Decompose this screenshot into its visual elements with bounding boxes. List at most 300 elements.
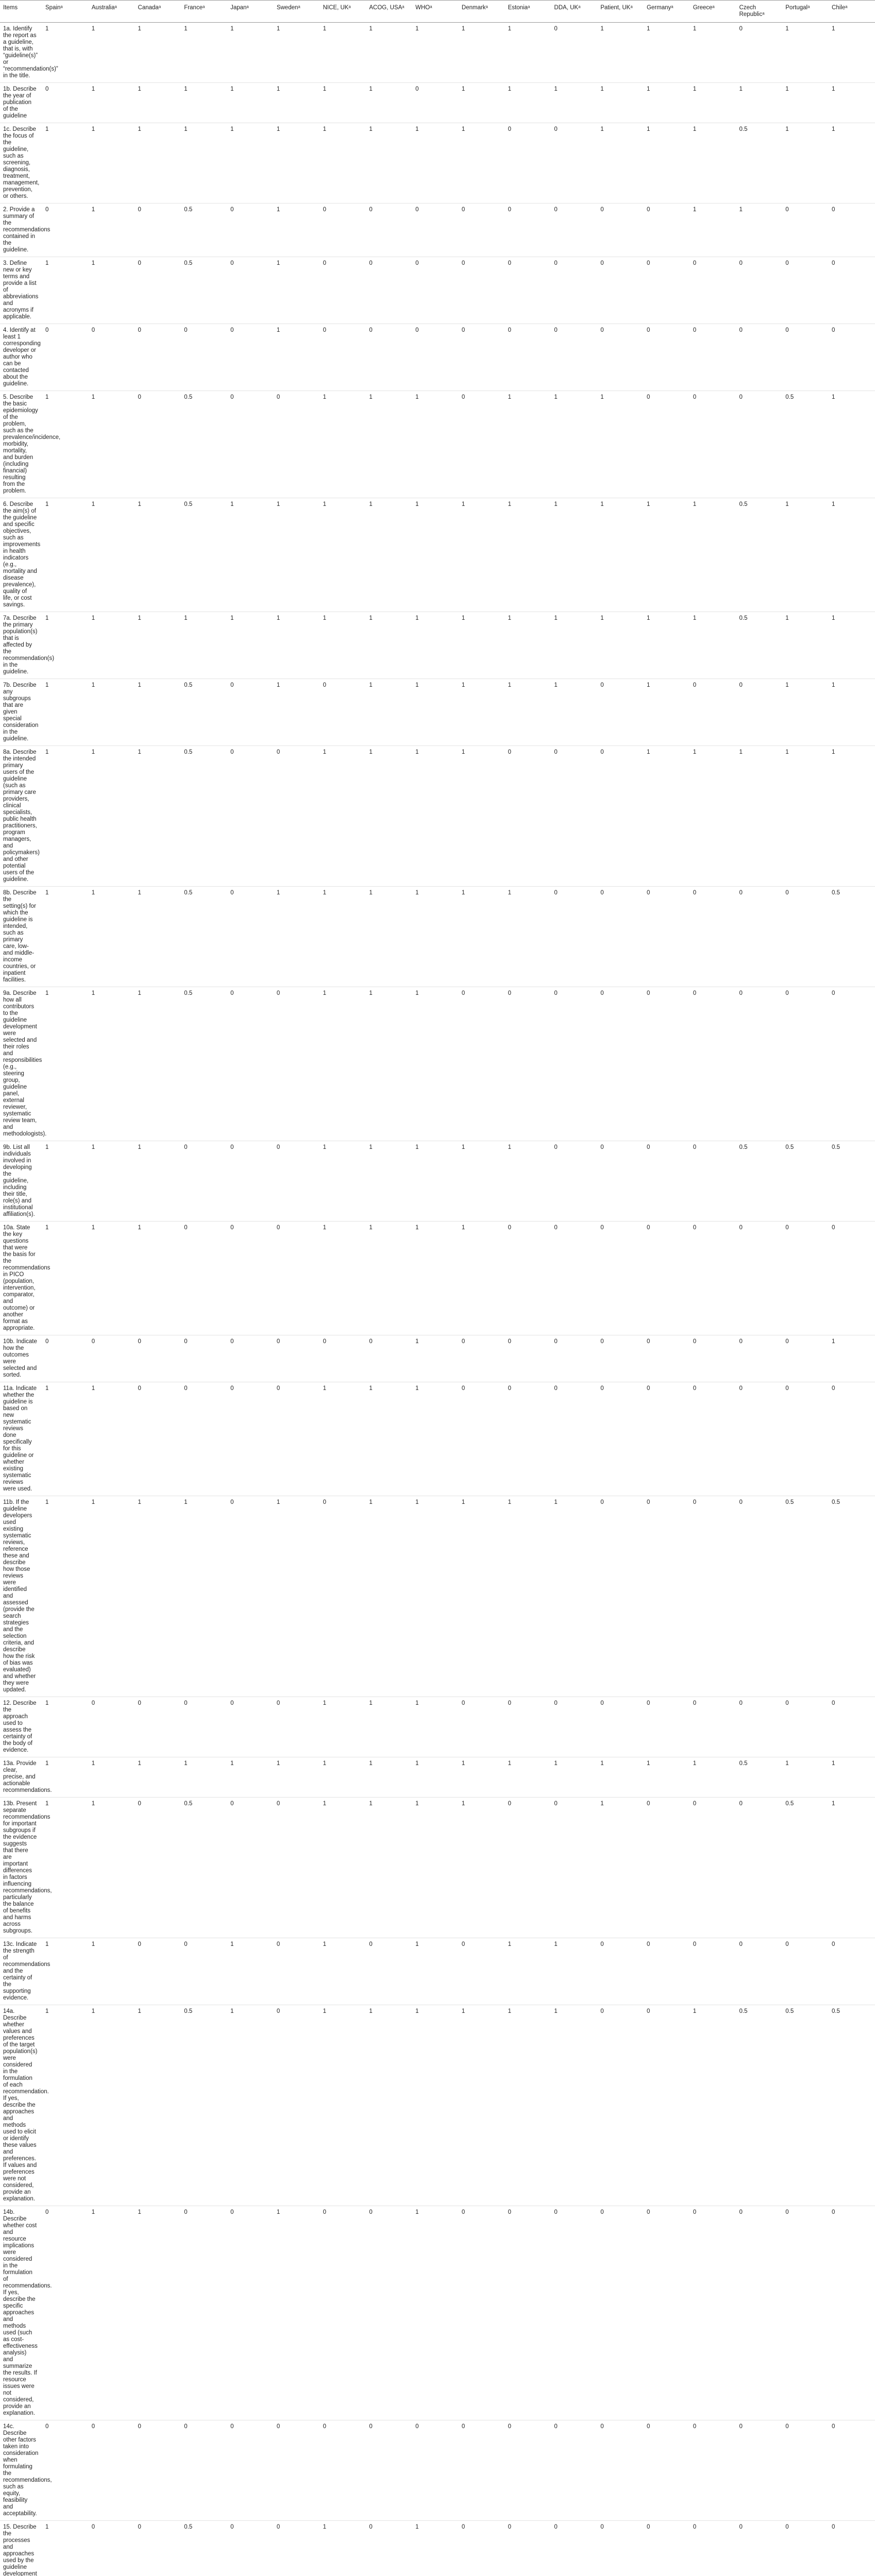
score-cell: 0 xyxy=(230,1801,234,1807)
score-cell: 0 xyxy=(693,260,697,266)
score-cell: 1 xyxy=(138,126,141,132)
score-cell: 0 xyxy=(508,1801,512,1807)
score-cell: 1 xyxy=(508,1760,512,1767)
score-cell: 1 xyxy=(323,1760,326,1767)
score-cell: 1 xyxy=(369,1225,373,1231)
score-cell: 0 xyxy=(184,2209,188,2215)
score-cell: 0 xyxy=(415,207,419,213)
score-cell: 0.5 xyxy=(785,394,794,400)
score-cell: 1 xyxy=(276,126,280,132)
score-cell: 1 xyxy=(184,1499,188,1505)
score-cell: 1 xyxy=(508,26,512,32)
score-cell: 0 xyxy=(91,2424,95,2430)
score-cell: 1 xyxy=(461,1801,465,1807)
score-cell: 0 xyxy=(138,1700,141,1706)
score-cell: 0 xyxy=(138,207,141,213)
score-cell: 1 xyxy=(138,86,141,92)
score-cell: 1 xyxy=(323,1225,326,1231)
header-row xyxy=(0,1,875,23)
score-cell: 0 xyxy=(785,990,789,996)
item-label: 13c. Indicate the strength of recommendations and the certainty of the supporting evidence. xyxy=(3,1941,51,2001)
score-cell: 1 xyxy=(832,682,835,688)
score-cell: 0.5 xyxy=(184,990,193,996)
score-cell: 1 xyxy=(138,890,141,896)
score-cell: 1 xyxy=(91,207,95,213)
score-cell: 0 xyxy=(323,2424,326,2430)
score-cell: 1 xyxy=(461,1499,465,1505)
score-cell: 1 xyxy=(45,1385,49,1392)
score-cell: 0.5 xyxy=(785,2008,794,2014)
score-cell: 0 xyxy=(785,2424,789,2430)
score-cell: 1 xyxy=(45,26,49,32)
table-row xyxy=(0,391,875,498)
score-cell: 0 xyxy=(554,1385,558,1392)
score-cell: 1 xyxy=(693,615,697,621)
score-cell: 0.5 xyxy=(785,1144,794,1150)
score-cell: 1 xyxy=(369,749,373,755)
score-cell: 0 xyxy=(230,1385,234,1392)
score-cell: 0 xyxy=(739,1499,743,1505)
score-cell: 1 xyxy=(415,1338,419,1345)
score-cell: 1 xyxy=(323,501,326,507)
score-cell: 0 xyxy=(276,1338,280,1345)
score-cell: 0 xyxy=(554,207,558,213)
score-cell: 1 xyxy=(45,1144,49,1150)
item-label: 7b. Describe any subgroups that are given special consideration in the guideline. xyxy=(3,682,39,742)
score-cell: 0 xyxy=(415,260,419,266)
score-cell: 1 xyxy=(693,501,697,507)
score-cell: 0 xyxy=(693,2524,697,2530)
score-cell: 1 xyxy=(323,2008,326,2014)
score-cell: 0 xyxy=(323,260,326,266)
table-row xyxy=(0,1222,875,1335)
score-cell: 1 xyxy=(323,394,326,400)
score-cell: 1 xyxy=(415,2524,419,2530)
score-cell: 1 xyxy=(461,126,465,132)
score-cell: 1 xyxy=(785,749,789,755)
table-row xyxy=(0,324,875,391)
column-header: Denmarkᵃ xyxy=(459,1,505,23)
score-cell: 0 xyxy=(461,1941,465,1947)
score-cell: 1 xyxy=(45,990,49,996)
score-cell: 1 xyxy=(276,1499,280,1505)
score-cell: 0 xyxy=(693,682,697,688)
score-cell: 1 xyxy=(646,26,650,32)
score-cell: 1 xyxy=(785,126,789,132)
score-cell: 0.5 xyxy=(832,2008,840,2014)
score-cell: 1 xyxy=(785,1760,789,1767)
score-cell: 0 xyxy=(230,394,234,400)
score-cell: 1 xyxy=(91,1385,95,1392)
table-row xyxy=(0,1141,875,1222)
score-cell: 1 xyxy=(693,1760,697,1767)
score-cell: 1 xyxy=(276,260,280,266)
score-cell: 1 xyxy=(508,615,512,621)
score-cell: 0 xyxy=(138,1801,141,1807)
column-header: DDA, UKᵃ xyxy=(551,1,597,23)
table-row xyxy=(0,498,875,612)
score-cell: 0 xyxy=(230,890,234,896)
score-cell: 0 xyxy=(230,2524,234,2530)
score-cell: 0 xyxy=(184,1700,188,1706)
score-cell: 1 xyxy=(138,1499,141,1505)
score-cell: 1 xyxy=(91,260,95,266)
score-cell: 0 xyxy=(138,394,141,400)
score-cell: 1 xyxy=(91,990,95,996)
score-cell: 0 xyxy=(554,1700,558,1706)
score-cell: 1 xyxy=(323,1941,326,1947)
score-cell: 1 xyxy=(45,2524,49,2530)
score-cell: 1 xyxy=(276,327,280,333)
score-cell: 0 xyxy=(369,2524,373,2530)
score-cell: 1 xyxy=(508,1941,512,1947)
score-cell: 1 xyxy=(415,1385,419,1392)
score-cell: 0 xyxy=(230,260,234,266)
score-cell: 1 xyxy=(646,1760,650,1767)
column-header: Czech Republicᵃ xyxy=(736,1,782,23)
score-cell: 1 xyxy=(276,501,280,507)
score-cell: 0 xyxy=(693,890,697,896)
score-cell: 0 xyxy=(230,2424,234,2430)
score-cell: 0 xyxy=(554,26,558,32)
score-cell: 0 xyxy=(693,2209,697,2215)
score-cell: 0 xyxy=(600,1700,604,1706)
score-cell: 1 xyxy=(461,682,465,688)
score-cell: 0 xyxy=(461,2424,465,2430)
score-cell: 0 xyxy=(508,2524,512,2530)
score-cell: 1 xyxy=(600,501,604,507)
score-cell: 1 xyxy=(646,501,650,507)
table-row xyxy=(0,1335,875,1382)
item-label: 6. Describe the aim(s) of the guideline and specific objectives, such as improvements in health indicators (e.g., mortality and disease prevalence), quality of life, or cost savings. xyxy=(3,501,41,608)
score-cell: 1 xyxy=(415,1760,419,1767)
score-cell: 1 xyxy=(184,1760,188,1767)
score-cell: 1 xyxy=(739,207,743,213)
score-cell: 1 xyxy=(415,990,419,996)
score-cell: 0 xyxy=(646,1700,650,1706)
score-cell: 1 xyxy=(508,501,512,507)
score-cell: 0 xyxy=(461,1385,465,1392)
score-cell: 1 xyxy=(369,126,373,132)
score-cell: 0 xyxy=(138,1338,141,1345)
table-row xyxy=(0,746,875,887)
score-cell: 0 xyxy=(832,260,835,266)
score-cell: 1 xyxy=(91,501,95,507)
table-row xyxy=(0,1798,875,1938)
score-cell: 0.5 xyxy=(184,501,193,507)
table-row xyxy=(0,612,875,679)
score-cell: 1 xyxy=(785,86,789,92)
score-cell: 1 xyxy=(785,682,789,688)
score-cell: 0.5 xyxy=(739,1760,748,1767)
score-cell: 0 xyxy=(461,990,465,996)
score-cell: 0 xyxy=(45,86,49,92)
score-cell: 1 xyxy=(45,501,49,507)
score-cell: 0 xyxy=(461,207,465,213)
score-cell: 0 xyxy=(600,2008,604,2014)
score-cell: 1 xyxy=(832,501,835,507)
score-cell: 0 xyxy=(554,749,558,755)
score-cell: 0 xyxy=(693,1385,697,1392)
score-cell: 1 xyxy=(369,615,373,621)
score-cell: 0 xyxy=(646,1941,650,1947)
score-cell: 0 xyxy=(45,207,49,213)
score-cell: 1 xyxy=(91,682,95,688)
score-cell: 0 xyxy=(693,990,697,996)
score-cell: 0 xyxy=(461,1338,465,1345)
score-cell: 1 xyxy=(415,1144,419,1150)
score-cell: 0 xyxy=(276,990,280,996)
score-cell: 0 xyxy=(554,260,558,266)
item-label: 1c. Describe the focus of the guideline, such as screening, diagnosis, treatment, management, prevention, or others. xyxy=(3,126,40,199)
score-cell: 0 xyxy=(600,2524,604,2530)
score-cell: 1 xyxy=(693,2008,697,2014)
score-cell: 0.5 xyxy=(739,2008,748,2014)
score-cell: 0 xyxy=(739,1338,743,1345)
table-row xyxy=(0,83,875,123)
score-cell: 1 xyxy=(323,990,326,996)
item-label: 2. Provide a summary of the recommendations contained in the guideline. xyxy=(3,207,51,253)
score-cell: 0 xyxy=(646,1801,650,1807)
score-cell: 0 xyxy=(276,1700,280,1706)
score-cell: 0 xyxy=(646,1338,650,1345)
score-cell: 0 xyxy=(554,327,558,333)
item-label: 15. Describe the processes and approaches used by the guideline development xyxy=(3,2524,37,2576)
item-label: 12. Describe the approach used to assess the certainty of the body of evidence. xyxy=(3,1700,37,1753)
score-cell: 0 xyxy=(832,1225,835,1231)
score-cell: 1 xyxy=(600,1801,604,1807)
score-cell: 0 xyxy=(600,260,604,266)
item-label: 14b. Describe whether cost and resource implications were considered in the formulation of recommendations. If yes, describe the specific approaches and methods used (such as cost-effectiveness analysis) and summarize the results. If resource issues were not considered, provide an explanation. xyxy=(3,2209,52,2416)
score-cell: 0 xyxy=(693,327,697,333)
score-cell: 0 xyxy=(646,260,650,266)
score-cell: 1 xyxy=(785,26,789,32)
score-cell: 0 xyxy=(600,749,604,755)
score-cell: 0 xyxy=(554,1801,558,1807)
score-cell: 1 xyxy=(45,615,49,621)
score-cell: 1 xyxy=(415,749,419,755)
score-cell: 0.5 xyxy=(832,1499,840,1505)
score-cell: 1 xyxy=(45,1499,49,1505)
score-cell: 0 xyxy=(91,2524,95,2530)
table-row xyxy=(0,1496,875,1697)
score-cell: 1 xyxy=(45,126,49,132)
score-cell: 0 xyxy=(508,1225,512,1231)
score-cell: 0 xyxy=(646,1499,650,1505)
score-cell: 0 xyxy=(832,2424,835,2430)
item-label: 5. Describe the basic epidemiology of the problem, such as the prevalence/incidence, morbidity, mortality, and burden (including financial) resulting from the problem. xyxy=(3,394,61,494)
score-cell: 0 xyxy=(323,1499,326,1505)
score-cell: 0 xyxy=(739,1385,743,1392)
score-cell: 1 xyxy=(554,1760,558,1767)
score-cell: 1 xyxy=(138,2209,141,2215)
score-cell: 0.5 xyxy=(184,1801,193,1807)
score-cell: 0 xyxy=(785,1700,789,1706)
score-cell: 1 xyxy=(230,615,234,621)
table-row xyxy=(0,1382,875,1496)
score-cell: 0 xyxy=(461,2209,465,2215)
score-cell: 0 xyxy=(45,2424,49,2430)
table-row xyxy=(0,257,875,324)
score-cell: 0 xyxy=(739,2209,743,2215)
score-cell: 0 xyxy=(785,1225,789,1231)
score-cell: 0 xyxy=(646,890,650,896)
score-cell: 0 xyxy=(646,1385,650,1392)
score-cell: 0 xyxy=(508,1385,512,1392)
score-cell: 0 xyxy=(600,1338,604,1345)
score-cell: 0 xyxy=(739,1700,743,1706)
score-cell: 1 xyxy=(600,26,604,32)
score-cell: 0 xyxy=(184,327,188,333)
score-cell: 1 xyxy=(832,86,835,92)
score-cell: 1 xyxy=(415,1700,419,1706)
score-cell: 1 xyxy=(323,890,326,896)
score-cell: 1 xyxy=(91,126,95,132)
score-cell: 1 xyxy=(45,1700,49,1706)
score-cell: 0 xyxy=(276,749,280,755)
score-cell: 1 xyxy=(415,890,419,896)
score-cell: 0 xyxy=(693,394,697,400)
score-cell: 0 xyxy=(276,2424,280,2430)
score-cell: 1 xyxy=(461,86,465,92)
score-cell: 1 xyxy=(276,615,280,621)
score-cell: 1 xyxy=(138,2008,141,2014)
score-cell: 1 xyxy=(369,990,373,996)
score-cell: 1 xyxy=(276,890,280,896)
score-cell: 1 xyxy=(693,126,697,132)
score-cell: 0 xyxy=(230,1700,234,1706)
score-cell: 1 xyxy=(45,1760,49,1767)
score-cell: 1 xyxy=(276,682,280,688)
score-cell: 0 xyxy=(508,1700,512,1706)
score-cell: 1 xyxy=(739,749,743,755)
score-cell: 0 xyxy=(832,207,835,213)
score-cell: 0 xyxy=(508,2209,512,2215)
score-cell: 1 xyxy=(91,394,95,400)
score-cell: 0 xyxy=(785,260,789,266)
score-cell: 1 xyxy=(230,1760,234,1767)
score-cell: 1 xyxy=(461,501,465,507)
score-cell: 0 xyxy=(646,2424,650,2430)
score-cell: 0 xyxy=(138,1385,141,1392)
score-cell: 1 xyxy=(554,615,558,621)
item-label: 3. Define new or key terms and provide a list of abbreviations and acronyms if applicable. xyxy=(3,260,39,320)
score-cell: 1 xyxy=(323,126,326,132)
score-cell: 1 xyxy=(554,394,558,400)
score-cell: 0 xyxy=(600,990,604,996)
score-cell: 0 xyxy=(369,2209,373,2215)
score-cell: 0 xyxy=(230,1338,234,1345)
table-row xyxy=(0,1757,875,1798)
score-cell: 1 xyxy=(369,1760,373,1767)
score-cell: 0 xyxy=(276,1225,280,1231)
score-cell: 0 xyxy=(739,2524,743,2530)
score-cell: 1 xyxy=(184,126,188,132)
score-cell: 0 xyxy=(230,749,234,755)
score-cell: 0 xyxy=(600,1225,604,1231)
score-cell: 0 xyxy=(230,207,234,213)
score-cell: 0 xyxy=(600,2209,604,2215)
score-cell: 1 xyxy=(369,2008,373,2014)
score-cell: 1 xyxy=(508,1144,512,1150)
score-cell: 0 xyxy=(600,207,604,213)
score-cell: 0.5 xyxy=(184,207,193,213)
score-cell: 1 xyxy=(369,1499,373,1505)
table-row xyxy=(0,1938,875,2005)
item-label: 11a. Indicate whether the guideline is based on new systematic reviews done specifically for this guideline or whether existing systematic reviews were used. xyxy=(3,1385,37,1492)
score-cell: 1 xyxy=(461,749,465,755)
score-cell: 1 xyxy=(554,2008,558,2014)
score-cell: 0 xyxy=(785,890,789,896)
item-label: 14c. Describe other factors taken into consideration when formulating the recommendations, such as equity, feasibility and acceptability. xyxy=(3,2424,52,2517)
score-cell: 1 xyxy=(508,86,512,92)
score-cell: 1 xyxy=(832,1801,835,1807)
score-cell: 0 xyxy=(832,1941,835,1947)
score-cell: 1 xyxy=(646,126,650,132)
score-cell: 1 xyxy=(91,86,95,92)
item-label: 9a. Describe how all contributors to the guideline development were selected and their roles and responsibilities (e.g., steering group, guideline panel, external reviewer, systematic review team, and methodologists). xyxy=(3,990,47,1137)
score-cell: 0 xyxy=(554,1225,558,1231)
score-cell: 0 xyxy=(693,2424,697,2430)
column-header: Franceᵃ xyxy=(181,1,227,23)
score-cell: 0 xyxy=(600,890,604,896)
score-cell: 1 xyxy=(508,682,512,688)
score-cell: 0 xyxy=(739,1225,743,1231)
score-cell: 1 xyxy=(600,126,604,132)
score-cell: 0 xyxy=(785,2209,789,2215)
score-cell: 0 xyxy=(461,327,465,333)
score-cell: 0 xyxy=(369,1941,373,1947)
score-cell: 1 xyxy=(554,501,558,507)
score-cell: 1 xyxy=(415,682,419,688)
score-cell: 0 xyxy=(554,126,558,132)
score-cell: 1 xyxy=(91,749,95,755)
score-cell: 0.5 xyxy=(184,260,193,266)
score-cell: 1 xyxy=(369,501,373,507)
score-cell: 0 xyxy=(276,394,280,400)
score-cell: 1 xyxy=(785,615,789,621)
score-cell: 1 xyxy=(415,394,419,400)
score-cell: 1 xyxy=(369,1144,373,1150)
score-cell: 0 xyxy=(230,990,234,996)
score-cell: 1 xyxy=(415,2209,419,2215)
score-cell: 1 xyxy=(693,86,697,92)
score-cell: 0 xyxy=(415,327,419,333)
score-cell: 0 xyxy=(461,1700,465,1706)
table-row xyxy=(0,2005,875,2206)
score-cell: 1 xyxy=(230,26,234,32)
score-cell: 0 xyxy=(739,327,743,333)
score-cell: 1 xyxy=(600,615,604,621)
score-cell: 0 xyxy=(785,327,789,333)
score-cell: 1 xyxy=(369,1700,373,1706)
score-cell: 0 xyxy=(646,2008,650,2014)
score-cell: 0 xyxy=(276,1941,280,1947)
score-cell: 1 xyxy=(369,394,373,400)
score-cell: 0 xyxy=(276,2008,280,2014)
item-label: 14a. Describe whether values and preferences of the target population(s) were considered in the formulation of each recommendation. If yes, describe the approaches and methods used to elicit or identify these values and preferences. If values and preferences were not considered, provide an explanation. xyxy=(3,2008,49,2202)
score-cell: 0.5 xyxy=(832,1144,840,1150)
score-cell: 1 xyxy=(91,1144,95,1150)
score-cell: 0 xyxy=(646,394,650,400)
column-header: Japanᵃ xyxy=(227,1,274,23)
score-cell: 1 xyxy=(323,1700,326,1706)
table-row xyxy=(0,1697,875,1757)
score-cell: 0.5 xyxy=(184,890,193,896)
table-row xyxy=(0,679,875,746)
score-cell: 1 xyxy=(369,682,373,688)
score-cell: 0 xyxy=(323,682,326,688)
